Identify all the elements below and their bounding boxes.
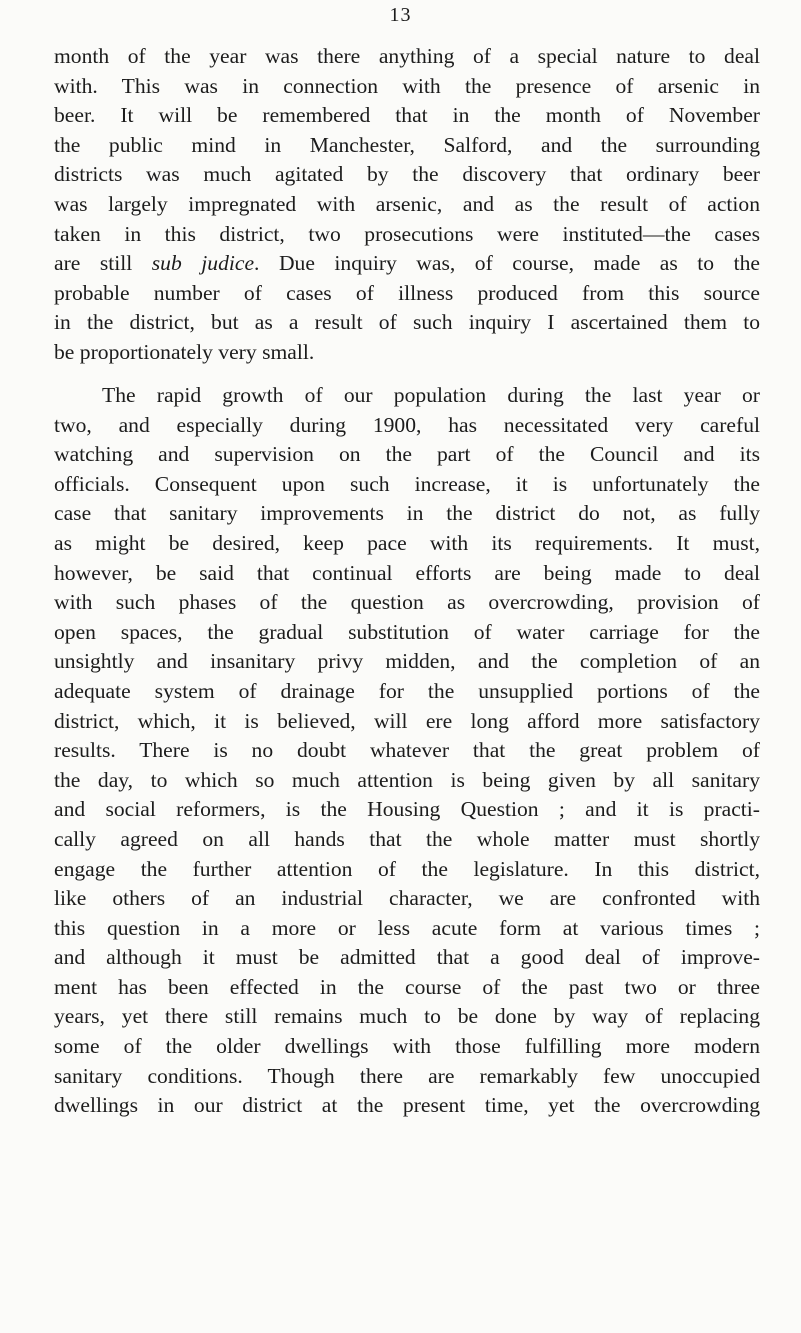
text-line: watching and supervision on the part of the Council and its xyxy=(54,442,760,467)
text-line: officials. Consequent upon such increase, it is unfortunately the xyxy=(54,471,760,496)
text-line: was largely impregnated with arsenic, and as the result of action xyxy=(54,191,760,216)
text-line: taken in this district, two prosecutions were instituted—the cases xyxy=(54,221,760,246)
text-line: district, which, it is believed, will ere long afford more satisfactory xyxy=(54,708,760,733)
text-line: with. This was in connection with the presence of arsenic in xyxy=(54,73,760,98)
text-line: be proportionately very small. xyxy=(54,339,315,364)
text-line: adequate system of drainage for the unsupplied portions of the xyxy=(54,678,760,703)
text-line: in the district, but as a result of such inquiry I ascertained them to xyxy=(54,310,760,335)
text-line: some of the older dwellings with those fulfilling more modern xyxy=(54,1034,760,1059)
latin-phrase: sub judice xyxy=(151,251,255,276)
page-number: 13 xyxy=(389,4,412,26)
text-line: open spaces, the gradual substitution of water carriage for the xyxy=(54,619,760,644)
text-line: districts was much agitated by the discovery that ordinary beer xyxy=(54,162,760,187)
text-line: cally agreed on all hands that the whole matter must shortly xyxy=(54,826,760,851)
text-line: the public mind in Manchester, Salford, and the surrounding xyxy=(54,132,760,157)
text-line: this question in a more or less acute form at various times ; xyxy=(54,915,760,940)
text-line: beer. It will be remembered that in the month of November xyxy=(54,103,760,128)
text-line: two, and especially during 1900, has necessitated very careful xyxy=(54,412,760,437)
text-line: case that sanitary improvements in the district do not, as fully xyxy=(54,501,760,526)
text-line: The rapid growth of our population during the last year or xyxy=(102,383,760,407)
text-line: however, be said that continual efforts are being made to deal xyxy=(54,560,760,585)
text-line: years, yet there still remains much to be done by way of replacing xyxy=(54,1004,760,1029)
text-segment: are still xyxy=(54,251,152,276)
text-line: ment has been effected in the course of the past two or three xyxy=(54,974,760,999)
text-line: probable number of cases of illness produced from this source xyxy=(54,280,760,305)
text-line: as might be desired, keep pace with its requirements. It must, xyxy=(54,530,760,555)
text-line: the day, to which so much attention is being given by all sanitary xyxy=(54,767,760,792)
text-line: results. There is no doubt whatever that the great problem of xyxy=(54,738,760,763)
text-line: and social reformers, is the Housing Question ; and it is practi- xyxy=(54,797,760,822)
paragraph-population-housing xyxy=(54,381,760,1121)
text-segment: . Due inquiry was, of course, made as to the xyxy=(254,251,760,276)
paragraph-arsenic-in-beer xyxy=(54,42,760,368)
text-line: like others of an industrial character, we are confronted with xyxy=(54,886,760,911)
text-line: month of the year was there anything of a special nature to deal xyxy=(54,44,760,68)
text-line: and although it must be admitted that a good deal of improve- xyxy=(54,945,760,970)
text-line: engage the further attention of the legislature. In this district, xyxy=(54,856,760,881)
text-line: with such phases of the question as overcrowding, provision of xyxy=(54,590,760,615)
text-line: dwellings in our district at the present time, yet the overcrowding xyxy=(54,1093,760,1118)
text-line: sanitary conditions. Though there are remarkably few unoccupied xyxy=(54,1063,760,1088)
text-line xyxy=(54,249,760,279)
text-line: unsightly and insanitary privy midden, and the completion of an xyxy=(54,649,760,674)
